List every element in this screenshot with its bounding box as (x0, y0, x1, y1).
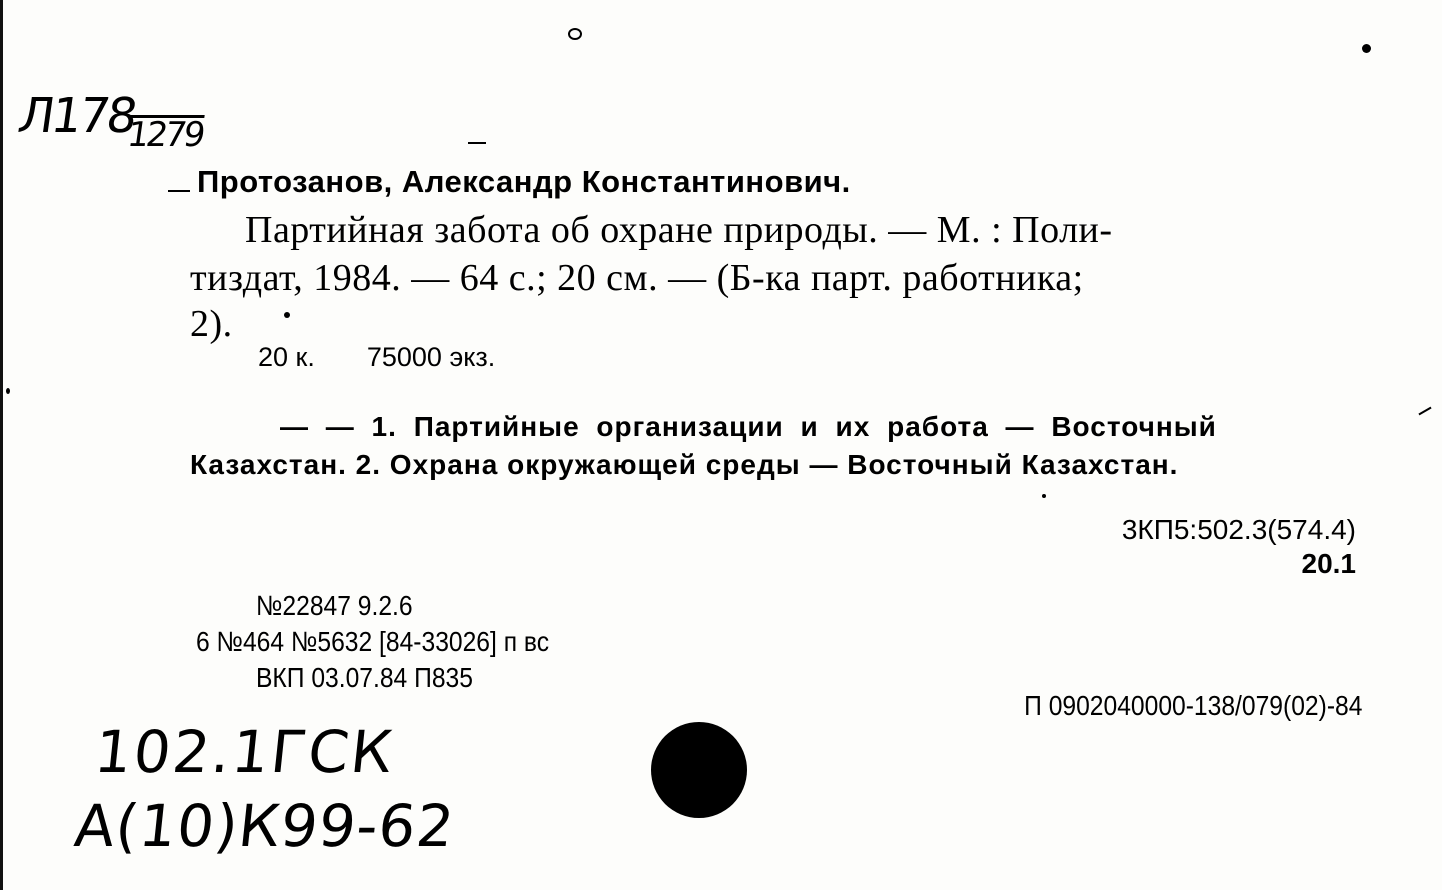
publisher-code: П 0902040000-138/079(02)-84 (1023, 690, 1362, 721)
title-line-2: тиздат, 1984. — 64 с.; 20 см. — (Б-ка парт. работника; (190, 257, 1084, 299)
tech-line-1: №22847 9.2.6 (256, 590, 413, 621)
speck (1042, 494, 1046, 498)
handwritten-call-number (14, 88, 209, 155)
tech-line-2: 6 №464 №5632 [84-33026] п вс (196, 626, 550, 657)
title-line-3: 2). (190, 303, 233, 345)
stray-dash (168, 190, 190, 192)
subjects-line-2: Казахстан. 2. Охрана окружающей среды — Восточный Казахстан. (190, 449, 1179, 480)
handwritten-shelf-mark: А(10)К99-62 (71, 792, 459, 860)
handwritten-location: 102.1ГСК (91, 718, 398, 786)
classification-index: 3КП5:502.3(574.4) (1121, 514, 1356, 545)
classification-secondary: 20.1 (1301, 548, 1356, 579)
tech-line-3: ВКП 03.07.84 П835 (256, 662, 473, 693)
speck (1362, 44, 1371, 53)
price-and-run (258, 342, 495, 373)
speck (6, 388, 10, 394)
stray-dash (1418, 407, 1431, 416)
card-left-edge (0, 0, 3, 890)
stray-dash (468, 142, 486, 144)
call-number-main: Л178 (14, 88, 139, 144)
print-run: 75000 экз. (366, 342, 496, 372)
subjects-line-1: — — 1. Партийные организации и их работа — Восточный (280, 411, 1217, 442)
call-number-sub: 1279 (124, 115, 205, 155)
punch-hole (651, 722, 747, 818)
speck (284, 312, 290, 318)
speck (568, 28, 582, 40)
author-heading: Протозанов, Александр Константинович. (197, 164, 851, 199)
price: 20 к. (258, 342, 315, 372)
title-line-1: Партийная забота об охране природы. — М. : Поли- (245, 209, 1113, 251)
